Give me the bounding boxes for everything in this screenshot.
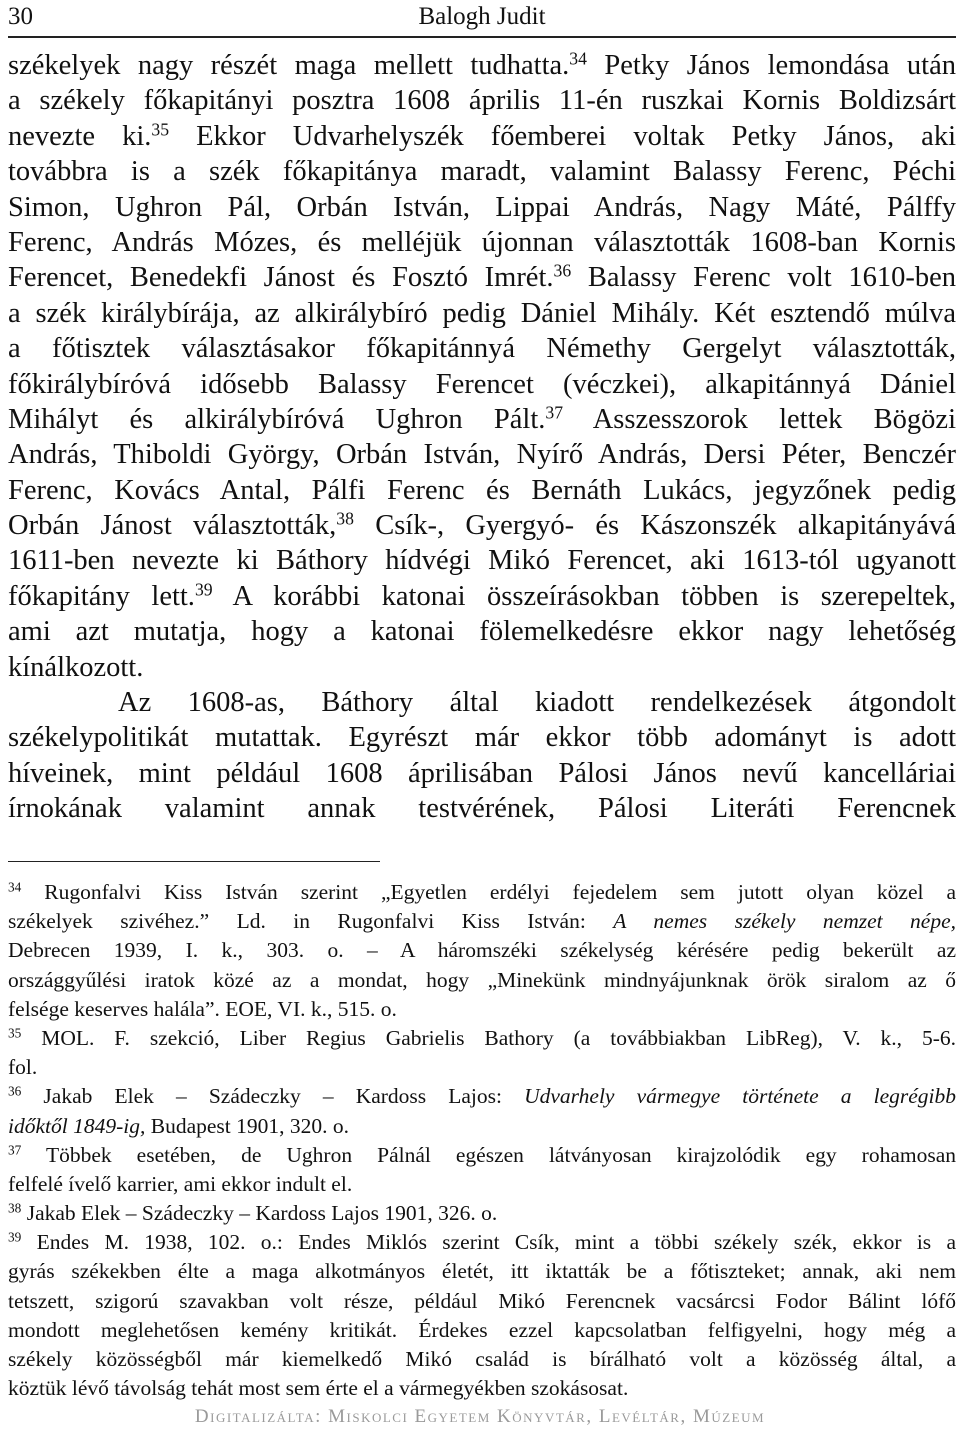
body-text: [8, 48, 956, 827]
footnote-ref: 39: [194, 579, 213, 600]
running-head: Balogh Judit: [418, 3, 546, 30]
footnote-ref: 37: [545, 402, 564, 423]
footnote-ref: 34: [569, 48, 587, 69]
footnote-number: 38: [8, 1200, 22, 1216]
body-line: főkapitány lett.$^{39}$ A korábbi katonai összeírásokban többen is szerepeltek,: [8, 579, 957, 612]
book-title: időktől 1849-ig,: [8, 1113, 146, 1138]
footnote-line: országgyűlési iratok közé az a mondat, hogy „Minekünk mindnyájunknak örök siralom az ő: [8, 967, 956, 992]
body-line: székelypolitikát mutattak. Egyrészt már ekkor több adományt is adott: [8, 722, 956, 754]
body-line: Ferenc, András Mózes, és melléjük újonnan választották 1608-ban Kornis: [8, 226, 956, 258]
footnote-line: $^{35}$ MOL. F. szekció, Liber Regius Gabrielis Bathory (a továbbiakban LibReg), V. k., 5-6.: [8, 1025, 956, 1050]
body-line: a székely főkapitányi posztra 1608 április 11-én ruszkai Kornis Boldizsárt: [8, 85, 956, 117]
footnote-line: tetszett, szigorú szavakban volt része, például Mikó Ferencnek vacsárcsi Fodor Bálint lófő: [8, 1288, 956, 1313]
body-line: András, Thiboldi György, Orbán István, Nyírő András, Dersi Péter, Benczér: [8, 439, 956, 471]
footnote-line: $^{36}$ Jakab Elek – Szádeczky – Kardoss Lajos: Udvarhely vármegye története a legrégibb: [8, 1083, 956, 1109]
footnote-line: $^{39}$ Endes M. 1938, 102. o.: Endes Miklós szerint Csík, mint a többi székely szék, ekkor is a: [8, 1229, 956, 1255]
footnote-line: felsége keserves halála”. EOE, VI. k., 515. o.: [8, 996, 397, 1021]
book-title: Udvarhely vármegye története a legrégibb: [524, 1084, 956, 1109]
footnote-line: időktől 1849-ig, Budapest 1901, 320. o.: [8, 1113, 350, 1138]
footnote-ref: 36: [553, 260, 572, 281]
body-line: továbbra is a szék főkapitánya maradt, valamint Balassy Ferenc, Péchi: [8, 156, 956, 188]
body-line: nevezte ki.$^{35}$ Ekkor Udvarhelyszék főemberei voltak Petky János, aki: [8, 119, 956, 152]
footnote-number: 39: [8, 1229, 22, 1245]
page-number: 30: [8, 3, 33, 30]
footnote-number: 34: [8, 879, 22, 895]
footnote-line: $^{38}$ Jakab Elek – Szádeczky – Kardoss Lajos 1901, 326. o.: [8, 1200, 498, 1226]
footnote-line: fol.: [8, 1055, 38, 1080]
body-line: Simon, Ughron Pál, Orbán István, Lippai András, Nagy Máté, Pálffy: [8, 191, 956, 223]
footnote-separator: [8, 861, 380, 862]
body-line: Orbán Jánost választották,$^{38}$ Csík-, Gyergyó- és Kászonszék alkapitányává: [8, 508, 956, 542]
page-header: [8, 0, 956, 38]
body-line: Ferencet, Benedekfi Jánost és Fosztó Imrét.$^{36}$ Balassy Ferenc volt 1610-ben: [8, 260, 956, 294]
footnote-line: $^{37}$ Többek esetében, de Ughron Pálnál egészen látványosan kirajzolódik egy rohamosan: [8, 1142, 956, 1167]
body-line: írnokának valamint annak testvérének, Pálosi Literáti Ferencnek: [8, 793, 956, 825]
footnote-line: Debrecen 1939, I. k., 303. o. – A háromszéki székelység kérésére pedig bekerült az: [8, 938, 956, 963]
paragraph-start-line: Az 1608-as, Báthory által kiadott rendelkezések átgondolt: [118, 687, 956, 719]
footnote-ref: 38: [336, 508, 354, 529]
body-line: székelyek nagy részét maga mellett tudhatta.$^{34}$ Petky János lemondása után: [8, 48, 956, 81]
footnote-line: gyrás székekben élte a maga alkotmányos életét, itt iktatták be a főtiszteket; annak, aki nem: [8, 1259, 956, 1284]
footnote-ref: 35: [151, 119, 170, 140]
footnote-number: 35: [8, 1025, 22, 1041]
body-line: híveinek, mint például 1608 áprilisában Pálosi János nevű kancelláriai: [8, 757, 956, 789]
body-line: főkirálybíróvá idősebb Balassy Ferencet (véczkei), alkapitánnyá Dániel: [8, 368, 956, 400]
footnote-number: 36: [8, 1083, 22, 1099]
body-line: 1611-ben nevezte ki Báthory hídvégi Mikó Ferencet, aki 1613-tól ugyanott: [8, 545, 956, 577]
body-line: ami azt mutatja, hogy a katonai fölemelkedésre ekkor nagy lehetőség: [8, 616, 956, 648]
body-line: Mihályt és alkirálybíróvá Ughron Pált.$^{37}$ Asszesszorok lettek Bögözi: [8, 402, 956, 435]
footnotes: [8, 878, 956, 1403]
footnote-line: felfelé ívelő karrier, ami ekkor indult el.: [8, 1171, 353, 1196]
footnote-line: köztük lévő távolság tehát most sem érte el a vármegyékben szokásosat.: [8, 1376, 629, 1401]
footnote-line: mondott meglehetősen kemény kritikát. Érdekes ezzel kapcsolatban felfigyelni, hogy még a: [8, 1317, 956, 1342]
body-line: a főtisztek választásakor főkapitánnyá Némethy Gergelyt választották,: [8, 333, 956, 365]
body-line: Ferenc, Kovács Antal, Pálfi Ferenc és Bernáth Lukács, jegyzőnek pedig: [8, 474, 956, 506]
footnote-line: $^{34}$ Rugonfalvi Kiss István szerint „Egyetlen erdélyi fejedelem sem jutott olyan közel a: [8, 879, 956, 904]
footnote-line: székely közösségből már kiemelkedő Mikó család is bírálható volt a közösség által, a: [8, 1347, 956, 1371]
book-title: A nemes székely nemzet népe,: [613, 909, 956, 934]
body-line: kínálkozott.: [8, 651, 144, 683]
footnote-line: székelyek szivéhez.” Ld. in Rugonfalvi Kiss István: A nemes székely nemzet népe,: [8, 909, 956, 934]
footnote-number: 37: [8, 1142, 22, 1158]
body-line: a szék királybírája, az alkirálybíró pedig Dániel Mihály. Két esztendő múlva: [8, 297, 956, 329]
digitization-watermark: Digitalizálta: Miskolci Egyetem Könyvtár, Levéltár, Múzeum: [194, 1406, 766, 1427]
